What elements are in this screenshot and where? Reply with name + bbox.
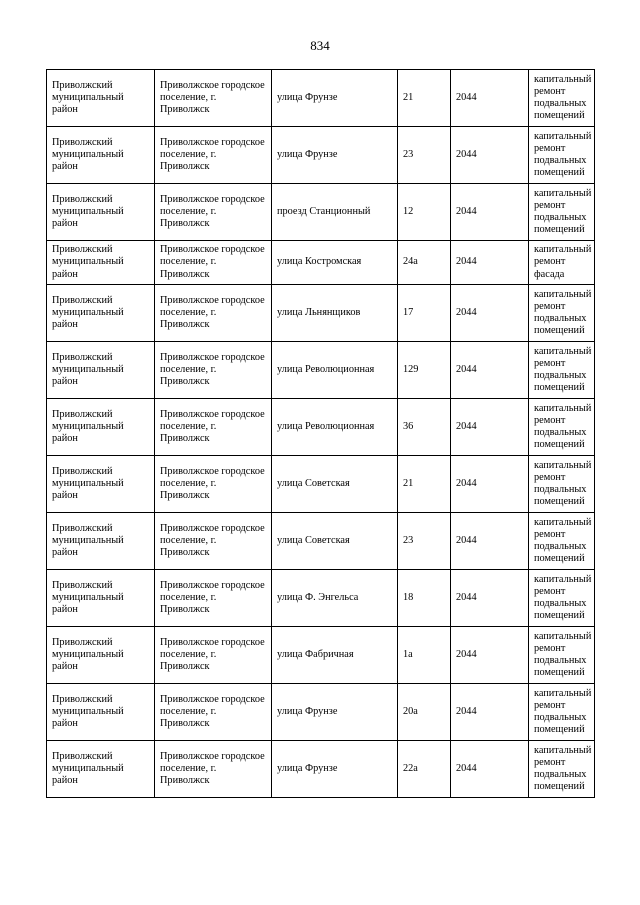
- year-cell: 2044: [451, 741, 529, 798]
- street-cell: улица Фрунзе: [272, 741, 398, 798]
- work-type-cell: капитальный ремонт подвальных помещений: [529, 456, 595, 513]
- year-cell: 2044: [451, 570, 529, 627]
- house-number-cell: 22а: [398, 741, 451, 798]
- house-number-cell: 23: [398, 127, 451, 184]
- work-type-cell: капитальный ремонт фасада: [529, 241, 595, 285]
- settlement-cell: Приволжское городское поселение, г. Приволжск: [155, 127, 272, 184]
- house-number-cell: 36: [398, 399, 451, 456]
- work-type-cell: капитальный ремонт подвальных помещений: [529, 684, 595, 741]
- district-cell: Приволжский муниципальный район: [47, 342, 155, 399]
- settlement-cell: Приволжское городское поселение, г. Приволжск: [155, 285, 272, 342]
- year-cell: 2044: [451, 342, 529, 399]
- district-cell: Приволжский муниципальный район: [47, 184, 155, 241]
- house-number-cell: 18: [398, 570, 451, 627]
- settlement-cell: Приволжское городское поселение, г. Приволжск: [155, 684, 272, 741]
- year-cell: 2044: [451, 184, 529, 241]
- district-cell: Приволжский муниципальный район: [47, 70, 155, 127]
- street-cell: улица Фрунзе: [272, 127, 398, 184]
- table-row: [47, 513, 595, 570]
- settlement-cell: Приволжское городское поселение, г. Приволжск: [155, 513, 272, 570]
- repair-schedule-table: [46, 69, 595, 798]
- work-type-cell: капитальный ремонт подвальных помещений: [529, 570, 595, 627]
- table-row: [47, 241, 595, 285]
- house-number-cell: 1а: [398, 627, 451, 684]
- table-row: [47, 127, 595, 184]
- table-row: [47, 70, 595, 127]
- street-cell: улица Советская: [272, 456, 398, 513]
- settlement-cell: Приволжское городское поселение, г. Приволжск: [155, 184, 272, 241]
- street-cell: улица Революционная: [272, 399, 398, 456]
- year-cell: 2044: [451, 399, 529, 456]
- year-cell: 2044: [451, 456, 529, 513]
- year-cell: 2044: [451, 627, 529, 684]
- street-cell: улица Фрунзе: [272, 70, 398, 127]
- district-cell: Приволжский муниципальный район: [47, 127, 155, 184]
- table-body: [47, 70, 595, 798]
- house-number-cell: 12: [398, 184, 451, 241]
- work-type-cell: капитальный ремонт подвальных помещений: [529, 513, 595, 570]
- year-cell: 2044: [451, 513, 529, 570]
- settlement-cell: Приволжское городское поселение, г. Приволжск: [155, 70, 272, 127]
- settlement-cell: Приволжское городское поселение, г. Приволжск: [155, 241, 272, 285]
- table-row: [47, 741, 595, 798]
- street-cell: улица Костромская: [272, 241, 398, 285]
- house-number-cell: 17: [398, 285, 451, 342]
- work-type-cell: капитальный ремонт подвальных помещений: [529, 627, 595, 684]
- year-cell: 2044: [451, 285, 529, 342]
- table-row: [47, 342, 595, 399]
- table-row: [47, 184, 595, 241]
- street-cell: проезд Станционный: [272, 184, 398, 241]
- district-cell: Приволжский муниципальный район: [47, 741, 155, 798]
- district-cell: Приволжский муниципальный район: [47, 570, 155, 627]
- table-row: [47, 456, 595, 513]
- district-cell: Приволжский муниципальный район: [47, 627, 155, 684]
- work-type-cell: капитальный ремонт подвальных помещений: [529, 70, 595, 127]
- table-row: [47, 684, 595, 741]
- street-cell: улица Льнянщиков: [272, 285, 398, 342]
- street-cell: улица Советская: [272, 513, 398, 570]
- district-cell: Приволжский муниципальный район: [47, 684, 155, 741]
- street-cell: улица Ф. Энгельса: [272, 570, 398, 627]
- table-row: [47, 399, 595, 456]
- district-cell: Приволжский муниципальный район: [47, 399, 155, 456]
- year-cell: 2044: [451, 127, 529, 184]
- settlement-cell: Приволжское городское поселение, г. Приволжск: [155, 570, 272, 627]
- work-type-cell: капитальный ремонт подвальных помещений: [529, 285, 595, 342]
- settlement-cell: Приволжское городское поселение, г. Приволжск: [155, 456, 272, 513]
- district-cell: Приволжский муниципальный район: [47, 285, 155, 342]
- year-cell: 2044: [451, 684, 529, 741]
- work-type-cell: капитальный ремонт подвальных помещений: [529, 342, 595, 399]
- table-row: [47, 627, 595, 684]
- house-number-cell: 23: [398, 513, 451, 570]
- page-number: 834: [310, 38, 330, 53]
- district-cell: Приволжский муниципальный район: [47, 456, 155, 513]
- street-cell: улица Революционная: [272, 342, 398, 399]
- year-cell: 2044: [451, 70, 529, 127]
- work-type-cell: капитальный ремонт подвальных помещений: [529, 399, 595, 456]
- year-cell: 2044: [451, 241, 529, 285]
- work-type-cell: капитальный ремонт подвальных помещений: [529, 741, 595, 798]
- house-number-cell: 24а: [398, 241, 451, 285]
- house-number-cell: 129: [398, 342, 451, 399]
- house-number-cell: 20а: [398, 684, 451, 741]
- table-row: [47, 570, 595, 627]
- settlement-cell: Приволжское городское поселение, г. Приволжск: [155, 342, 272, 399]
- settlement-cell: Приволжское городское поселение, г. Приволжск: [155, 741, 272, 798]
- work-type-cell: капитальный ремонт подвальных помещений: [529, 127, 595, 184]
- street-cell: улица Фабричная: [272, 627, 398, 684]
- district-cell: Приволжский муниципальный район: [47, 241, 155, 285]
- settlement-cell: Приволжское городское поселение, г. Приволжск: [155, 399, 272, 456]
- settlement-cell: Приволжское городское поселение, г. Приволжск: [155, 627, 272, 684]
- table-row: [47, 285, 595, 342]
- work-type-cell: капитальный ремонт подвальных помещений: [529, 184, 595, 241]
- house-number-cell: 21: [398, 70, 451, 127]
- house-number-cell: 21: [398, 456, 451, 513]
- street-cell: улица Фрунзе: [272, 684, 398, 741]
- district-cell: Приволжский муниципальный район: [47, 513, 155, 570]
